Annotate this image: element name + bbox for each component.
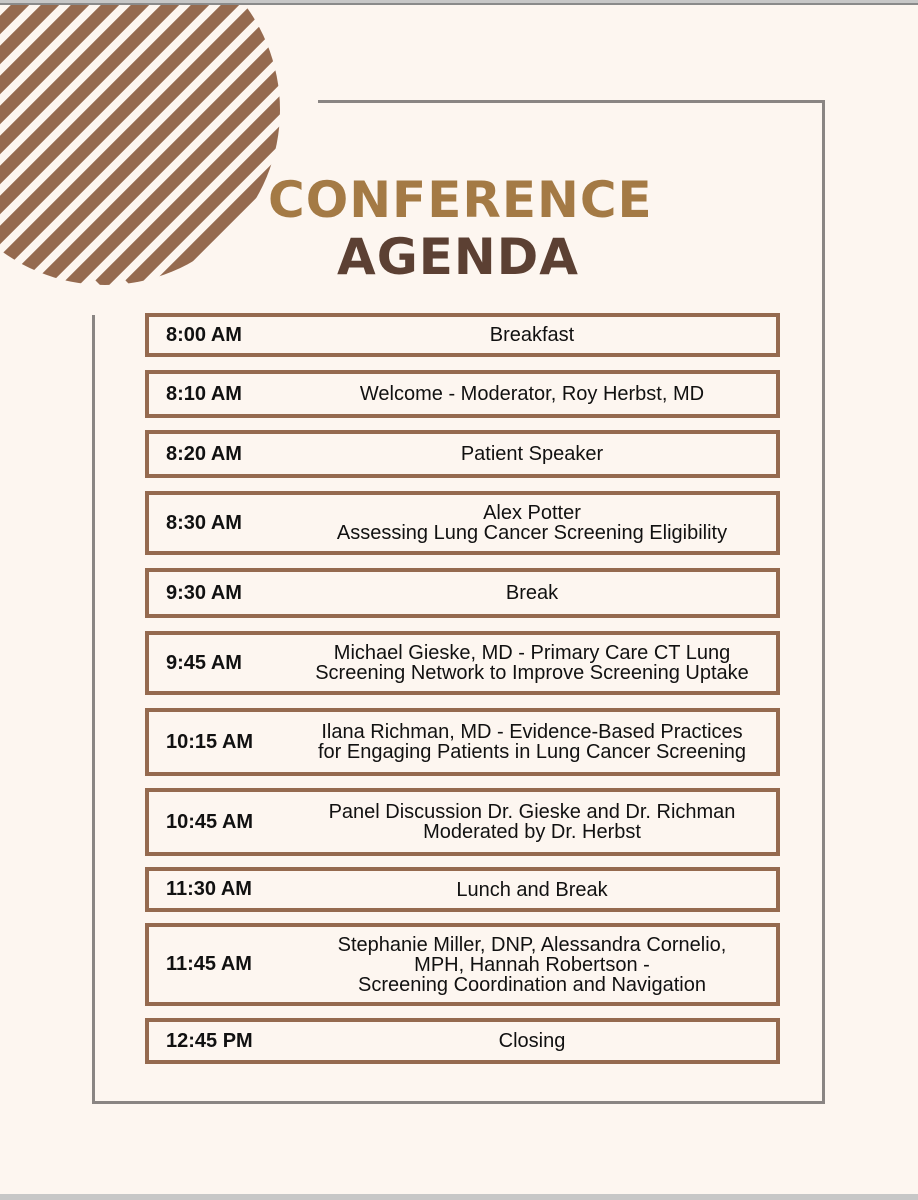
agenda-row-michael-gieske: [145, 631, 780, 695]
agenda-row-break: [145, 568, 780, 618]
agenda-event: Lunch and Break: [456, 878, 608, 901]
title-agenda: AGENDA: [337, 228, 579, 286]
agenda-time: 10:45 AM: [166, 810, 254, 833]
agenda-time: 9:30 AM: [166, 581, 242, 604]
agenda-row-welcome: [145, 370, 780, 418]
agenda-row-panel-discussion: [145, 788, 780, 856]
agenda-row-closing: [145, 1018, 780, 1064]
agenda-event: Stephanie Miller, DNP, Alessandra Cornelio, MPH, Hannah Robertson - Screening Coordination and Navigation: [337, 933, 727, 996]
agenda-row-lunch: [145, 867, 780, 912]
agenda-row-ilana-richman: [145, 708, 780, 776]
agenda-event: Alex Potter Assessing Lung Cancer Screening Eligibility: [336, 502, 728, 544]
agenda-event: Patient Speaker: [460, 443, 604, 465]
frame-line-bottom: [92, 1101, 825, 1104]
agenda-time: 8:00 AM: [166, 323, 242, 346]
frame-line-top: [318, 100, 824, 103]
frame-line-right: [822, 100, 825, 1104]
agenda-event: Break: [505, 582, 559, 604]
agenda-event: Ilana Richman, MD - Evidence-Based Practices for Engaging Patients in Lung Cancer Screening: [317, 721, 747, 763]
agenda-time: 10:15 AM: [166, 730, 254, 753]
agenda-event: Breakfast: [489, 324, 575, 346]
agenda-time: 8:10 AM: [166, 382, 242, 405]
agenda-time: 8:20 AM: [166, 442, 242, 465]
agenda-event: Welcome - Moderator, Roy Herbst, MD: [359, 383, 705, 405]
agenda-event: Closing: [498, 1030, 566, 1052]
agenda-time: 12:45 PM: [166, 1029, 253, 1052]
agenda-row-patient-speaker: [145, 430, 780, 478]
agenda-row-alex-potter: [145, 491, 780, 555]
striped-circle-decoration: [0, 3, 280, 285]
agenda-event: Panel Discussion Dr. Gieske and Dr. Richman Moderated by Dr. Herbst: [328, 801, 736, 843]
agenda-time: 11:45 AM: [166, 953, 252, 975]
agenda-time: 11:30 AM: [166, 878, 252, 900]
agenda-row-breakfast: [145, 313, 780, 357]
frame-line-left: [92, 315, 95, 1104]
agenda-page: [0, 3, 918, 1194]
agenda-time: 9:45 AM: [166, 651, 242, 674]
agenda-row-screening-coordination: [145, 923, 780, 1006]
title-conference: CONFERENCE: [268, 171, 653, 229]
agenda-time: 8:30 AM: [166, 511, 242, 534]
agenda-event: Michael Gieske, MD - Primary Care CT Lung Screening Network to Improve Screening Uptake: [315, 642, 749, 684]
